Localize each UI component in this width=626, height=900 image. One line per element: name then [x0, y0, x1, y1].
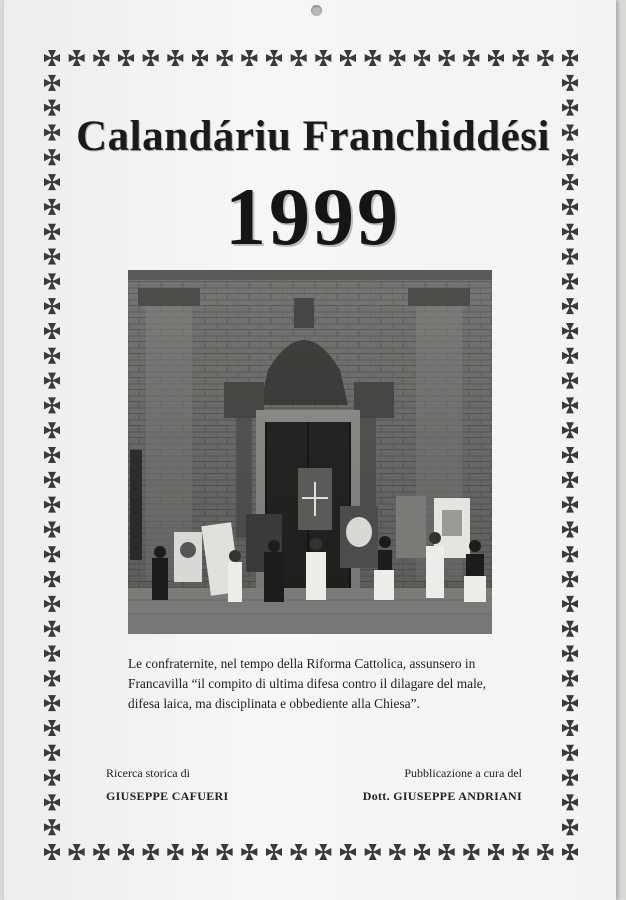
maltese-cross-icon: [44, 695, 60, 711]
maltese-cross-icon: [44, 646, 60, 662]
maltese-cross-icon: [93, 50, 109, 66]
maltese-cross-icon: [291, 50, 307, 66]
maltese-cross-icon: [44, 75, 60, 91]
publication-credit: [363, 766, 522, 804]
maltese-cross-icon: [143, 844, 159, 860]
maltese-cross-icon: [340, 844, 356, 860]
maltese-cross-icon: [562, 770, 578, 786]
maltese-cross-icon: [315, 844, 331, 860]
publication-name: Dott. GIUSEPPE ANDRIANI: [362, 789, 522, 803]
maltese-cross-icon: [44, 497, 60, 513]
maltese-cross-icon: [167, 844, 183, 860]
maltese-cross-icon: [44, 397, 60, 413]
maltese-cross-icon: [562, 670, 578, 686]
maltese-cross-icon: [389, 50, 405, 66]
maltese-cross-icon: [44, 422, 60, 438]
maltese-cross-icon: [414, 844, 430, 860]
maltese-cross-icon: [44, 521, 60, 537]
research-credit: [106, 766, 228, 804]
maltese-cross-icon: [340, 50, 356, 66]
maltese-cross-icon: [143, 50, 159, 66]
maltese-cross-icon: [439, 844, 455, 860]
maltese-cross-icon: [44, 348, 60, 364]
maltese-cross-icon: [562, 397, 578, 413]
maltese-cross-icon: [44, 373, 60, 389]
maltese-cross-icon: [562, 571, 578, 587]
maltese-cross-icon: [463, 50, 479, 66]
maltese-cross-icon: [562, 844, 578, 860]
maltese-cross-icon: [562, 373, 578, 389]
maltese-cross-icon: [266, 50, 282, 66]
maltese-cross-icon: [241, 844, 257, 860]
maltese-cross-icon: [562, 472, 578, 488]
maltese-cross-icon: [69, 844, 85, 860]
maltese-cross-icon: [562, 273, 578, 289]
maltese-cross-icon: [562, 348, 578, 364]
maltese-cross-icon: [488, 50, 504, 66]
maltese-cross-icon: [44, 472, 60, 488]
maltese-cross-icon: [562, 695, 578, 711]
maltese-cross-icon: [365, 844, 381, 860]
maltese-cross-icon: [562, 596, 578, 612]
maltese-cross-icon: [562, 621, 578, 637]
maltese-cross-icon: [192, 50, 208, 66]
maltese-cross-icon: [537, 844, 553, 860]
maltese-cross-icon: [439, 50, 455, 66]
maltese-cross-icon: [69, 50, 85, 66]
maltese-cross-icon: [488, 844, 504, 860]
maltese-cross-icon: [44, 670, 60, 686]
maltese-cross-icon: [217, 50, 233, 66]
maltese-cross-icon: [44, 819, 60, 835]
maltese-cross-icon: [44, 596, 60, 612]
maltese-cross-icon: [118, 844, 134, 860]
maltese-cross-icon: [537, 50, 553, 66]
maltese-cross-icon: [291, 844, 307, 860]
maltese-cross-icon: [44, 546, 60, 562]
maltese-cross-icon: [44, 323, 60, 339]
maltese-cross-icon: [463, 844, 479, 860]
maltese-cross-icon: [44, 50, 60, 66]
maltese-cross-icon: [44, 447, 60, 463]
maltese-cross-icon: [44, 770, 60, 786]
maltese-cross-icon: [44, 273, 60, 289]
maltese-cross-icon: [315, 50, 331, 66]
calendar-year: 1999: [225, 171, 401, 262]
church-facade-image: [128, 270, 492, 634]
maltese-cross-icon: [118, 50, 134, 66]
maltese-cross-icon: [217, 844, 233, 860]
maltese-cross-icon: [192, 844, 208, 860]
maltese-cross-icon: [562, 794, 578, 810]
maltese-cross-icon: [513, 844, 529, 860]
maltese-cross-icon: [562, 298, 578, 314]
maltese-cross-icon: [562, 422, 578, 438]
maltese-cross-icon: [562, 447, 578, 463]
maltese-cross-icon: [241, 50, 257, 66]
maltese-cross-icon: [562, 75, 578, 91]
maltese-cross-icon: [44, 745, 60, 761]
maltese-cross-icon: [562, 323, 578, 339]
maltese-cross-icon: [44, 720, 60, 736]
maltese-cross-icon: [562, 646, 578, 662]
maltese-cross-icon: [414, 50, 430, 66]
maltese-cross-icon: [562, 819, 578, 835]
research-name: GIUSEPPE CAFUERI: [106, 789, 229, 803]
maltese-cross-icon: [44, 571, 60, 587]
maltese-cross-icon: [44, 298, 60, 314]
maltese-cross-icon: [513, 50, 529, 66]
maltese-cross-icon: [167, 50, 183, 66]
maltese-cross-icon: [562, 50, 578, 66]
punch-hole-icon: [311, 5, 322, 16]
maltese-cross-icon: [93, 844, 109, 860]
maltese-cross-icon: [44, 844, 60, 860]
publication-label: Pubblicazione a cura del: [404, 766, 522, 780]
maltese-cross-icon: [365, 50, 381, 66]
research-label: Ricerca storica di: [106, 766, 190, 780]
maltese-cross-icon: [389, 844, 405, 860]
maltese-cross-icon: [44, 794, 60, 810]
maltese-cross-icon: [562, 745, 578, 761]
maltese-cross-icon: [562, 497, 578, 513]
maltese-cross-icon: [562, 546, 578, 562]
calendar-title: Calandáriu Franchiddési: [76, 113, 550, 160]
historical-photograph: [128, 270, 492, 634]
maltese-cross-icon: [562, 521, 578, 537]
maltese-cross-icon: [266, 844, 282, 860]
maltese-cross-icon: [562, 720, 578, 736]
caption-text: Le confraternite, nel tempo della Riforma Cattolica, assunsero in Francavilla “il compito di ultima difesa contro il dilagare del male, difesa laica, ma disciplinata e obbediente alla Chiesa”.: [128, 656, 487, 711]
maltese-cross-icon: [44, 621, 60, 637]
